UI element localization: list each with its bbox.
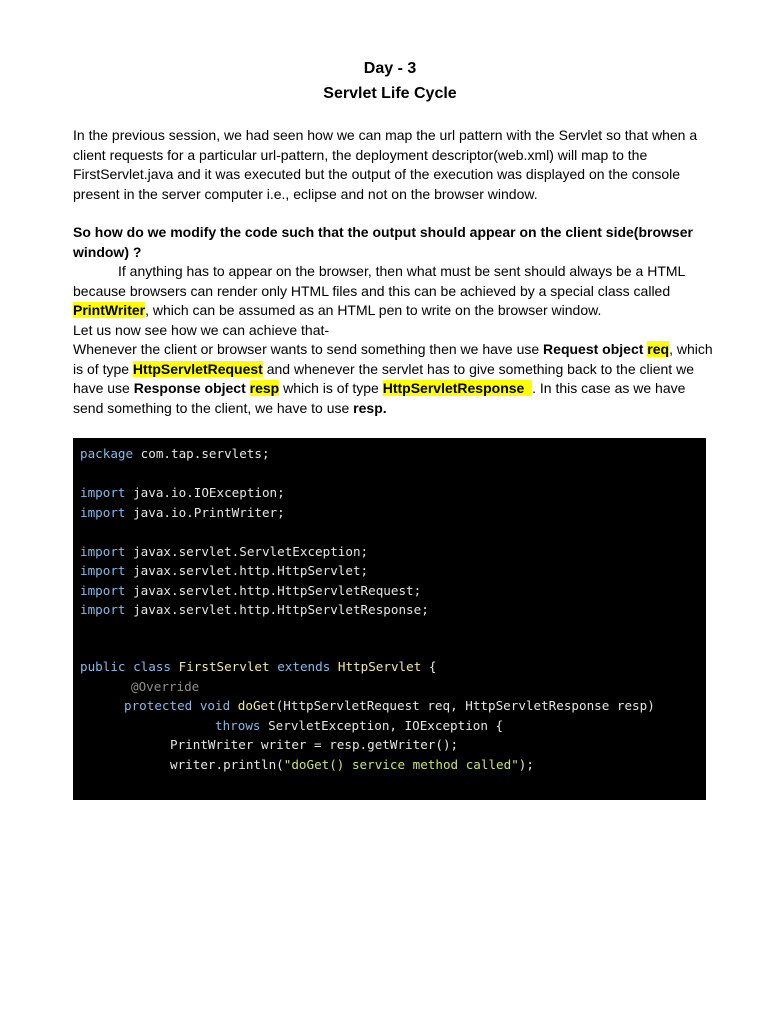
code-block [73,438,706,800]
code-line [170,735,458,755]
request-object-bold: Request object [543,341,644,357]
code-text: com.tap.servlets; [133,446,270,461]
text-run: which is of type [279,380,383,396]
paragraph-line: present in the server computer i.e., eclipse and not on the browser window. [73,185,538,202]
keyword: import [80,563,126,578]
code-text: (HttpServletRequest req, HttpServletResponse resp) [275,698,655,713]
code-text: { [421,659,437,674]
req-highlight: req [647,341,670,357]
code-line [215,716,503,736]
code-text: writer.println( [170,756,284,772]
code-line [80,542,368,562]
paragraph-line [73,399,713,419]
printwriter-highlight: PrintWriter [73,302,146,318]
text-run: . In this case as we have [532,380,686,396]
paragraph-line [73,360,713,380]
question-heading-line1: So how do we modify the code such that the output should appear on the client side(browser [73,224,693,240]
code-line [80,444,270,464]
paragraph-line: because browsers can render only HTML files and this can be achieved by a special class called [73,282,671,299]
keyword: public [80,659,126,674]
paragraph-line: Let us now see how we can achieve that- [73,321,330,338]
code-line [80,561,368,581]
resp-highlight: resp [249,380,280,396]
paragraph-line [73,379,713,399]
code-text: javax.servlet.http.HttpServlet; [125,563,369,578]
keyword: import [80,543,126,559]
intro-paragraph [73,126,713,204]
keyword: package [80,446,134,461]
text-run: send something to the client, we have to use [73,399,354,416]
code-line [170,755,534,775]
keyword: import [80,582,126,598]
code-text: java.io.PrintWriter; [125,504,285,520]
paragraph-line: In the previous session, we had seen how we can map the url pattern with the Servlet so that when a [73,127,698,143]
code-line [131,677,199,697]
explanation-section [73,223,713,418]
text-run: and whenever the servlet has to give something back to the client we [262,360,694,377]
code-line [80,503,285,523]
text-run: , which can be assumed as an HTML pen to write on the browser window. [145,302,602,318]
code-text: ServletException, IOException { [260,717,504,733]
keyword: protected [124,698,193,713]
code-line [80,600,429,620]
code-text: java.io.IOException; [125,485,285,500]
code-line [80,657,436,677]
code-text: ); [518,756,534,772]
page-title: Day - 3 [363,60,417,77]
code-line [80,581,421,601]
keyword: void [199,698,231,713]
text-run: is of type [73,360,133,377]
question-heading-line2: window) ? [73,243,142,260]
code-text: javax.servlet.ServletException; [125,543,369,559]
text-run: , which [669,341,713,357]
httpservletresponse-highlight: HttpServletResponse [382,380,533,396]
code-line [80,483,285,503]
class-name: HttpServlet [337,659,422,674]
text-run: have use [73,380,134,396]
code-line [124,696,655,716]
paragraph-line: client requests for a particular url-pattern, the deployment descriptor(web.xml) will map to the [73,146,648,163]
paragraph-line [73,340,713,360]
paragraph-line [73,301,713,321]
keyword: import [80,602,126,617]
page-subtitle: Servlet Life Cycle [323,85,457,102]
code-text: javax.servlet.http.HttpServletRequest; [125,582,422,598]
paragraph-line: FirstServlet.java and it was executed but the output of the execution was displayed on the console [73,166,681,182]
resp-bold: resp. [353,399,387,416]
keyword: extends [277,659,331,674]
httpservletrequest-highlight: HttpServletRequest [132,360,263,377]
keyword: import [80,485,126,500]
text-run: Whenever the client or browser wants to send something then we have use [73,341,544,357]
response-object-bold: Response object [133,380,246,396]
keyword: class [133,659,172,674]
keyword: import [80,504,126,520]
class-name: FirstServlet [178,659,270,674]
keyword: throws [215,717,261,733]
text-run: If anything has to appear on the browser, then what must be sent should always be a HTML [118,263,686,279]
paragraph-line [73,262,713,282]
annotation: @Override [131,678,200,694]
string-literal: "doGet() service method called" [283,756,519,772]
code-text: javax.servlet.http.HttpServletResponse; [125,602,429,617]
code-text: PrintWriter writer = resp.getWriter(); [170,737,459,752]
method-name: doGet [237,698,276,713]
